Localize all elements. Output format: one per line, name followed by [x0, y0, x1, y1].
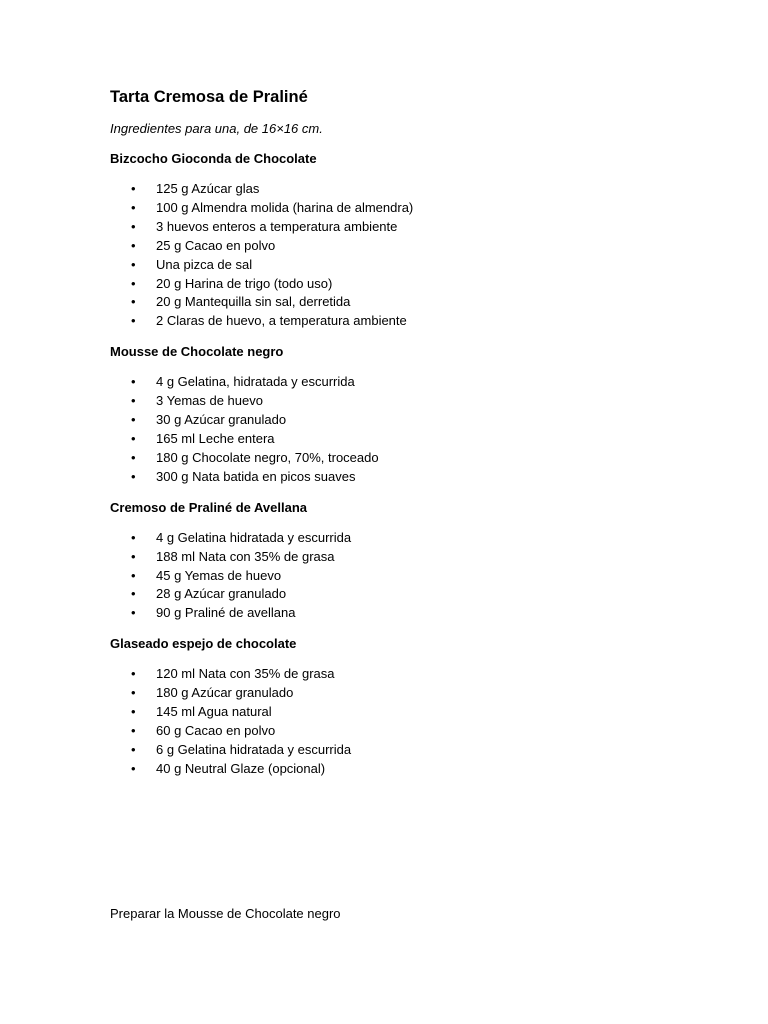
ingredient-text: 180 g Chocolate negro, 70%, troceado: [156, 449, 379, 465]
bullet-icon: •: [131, 722, 136, 738]
ingredient-item: [110, 392, 710, 411]
bullet-icon: •: [131, 449, 136, 465]
bullet-icon: •: [131, 199, 136, 215]
ingredient-text: 120 ml Nata con 35% de grasa: [156, 666, 335, 682]
ingredient-item: [110, 256, 710, 275]
ingredient-text: 300 g Nata batida en picos suaves: [156, 468, 356, 484]
bullet-icon: •: [131, 605, 136, 621]
bullet-icon: •: [131, 529, 136, 545]
ingredient-text: 90 g Praliné de avellana: [156, 605, 296, 621]
bullet-icon: •: [131, 374, 136, 390]
ingredient-item: [110, 722, 710, 741]
ingredient-item: [110, 312, 710, 331]
ingredient-text: 45 g Yemas de huevo: [156, 567, 282, 583]
ingredient-list: [110, 180, 710, 331]
ingredient-text: 2 Claras de huevo, a temperatura ambiente: [156, 313, 407, 329]
bullet-icon: •: [131, 313, 136, 329]
ingredient-text: Una pizca de sal: [156, 256, 253, 272]
section-heading: Mousse de Chocolate negro: [110, 344, 284, 360]
ingredient-text: 60 g Cacao en polvo: [156, 722, 276, 738]
ingredient-item: [110, 567, 710, 586]
ingredient-text: 28 g Azúcar granulado: [156, 586, 287, 602]
bullet-icon: •: [131, 586, 136, 602]
ingredient-item: [110, 741, 710, 760]
ingredient-item: [110, 275, 710, 294]
ingredient-text: 180 g Azúcar granulado: [156, 685, 294, 701]
section-heading: Cremoso de Praliné de Avellana: [110, 499, 307, 515]
ingredient-item: [110, 180, 710, 199]
bullet-icon: •: [131, 412, 136, 428]
ingredient-text: 3 Yemas de huevo: [156, 393, 263, 409]
ingredient-item: [110, 411, 710, 430]
ingredient-text: 188 ml Nata con 35% de grasa: [156, 548, 335, 564]
ingredient-text: 25 g Cacao en polvo: [156, 237, 276, 253]
ingredient-item: [110, 430, 710, 449]
footer-text: Preparar la Mousse de Chocolate negro: [110, 906, 341, 921]
ingredient-item: [110, 684, 710, 703]
ingredient-item: [110, 585, 710, 604]
bullet-icon: •: [131, 181, 136, 196]
ingredient-text: 4 g Gelatina, hidratada y escurrida: [156, 374, 355, 390]
ingredient-text: 4 g Gelatina hidratada y escurrida: [156, 529, 352, 545]
ingredient-text: 145 ml Agua natural: [156, 704, 272, 720]
ingredient-item: [110, 703, 710, 722]
ingredient-text: 6 g Gelatina hidratada y escurrida: [156, 741, 352, 757]
bullet-icon: •: [131, 256, 136, 272]
bullet-icon: •: [131, 685, 136, 701]
ingredient-item: [110, 529, 710, 548]
ingredient-item: [110, 237, 710, 256]
ingredient-list: [110, 665, 710, 778]
ingredient-text: 165 ml Leche entera: [156, 430, 275, 446]
bullet-icon: •: [131, 430, 136, 446]
bullet-icon: •: [131, 393, 136, 409]
bullet-icon: •: [131, 218, 136, 234]
ingredient-item: [110, 449, 710, 468]
ingredient-item: [110, 604, 710, 623]
ingredient-text: 30 g Azúcar granulado: [156, 412, 287, 428]
ingredient-list: [110, 529, 710, 624]
bullet-icon: •: [131, 548, 136, 564]
document-content: [110, 86, 710, 779]
ingredient-text: 100 g Almendra molida (harina de almendra): [156, 199, 414, 215]
sections-container: [110, 150, 710, 779]
bullet-icon: •: [131, 468, 136, 484]
ingredient-text: 125 g Azúcar glas: [156, 181, 260, 196]
ingredient-text: 20 g Harina de trigo (todo uso): [156, 275, 333, 291]
ingredient-item: [110, 293, 710, 312]
ingredient-item: [110, 468, 710, 487]
bullet-icon: •: [131, 741, 136, 757]
ingredient-item: [110, 199, 710, 218]
bullet-icon: •: [131, 294, 136, 310]
bullet-icon: •: [131, 704, 136, 720]
intro-text: Ingredientes para una, de 16×16 cm.: [110, 121, 323, 136]
section-heading: Glaseado espejo de chocolate: [110, 636, 297, 652]
ingredient-list: [110, 373, 710, 486]
ingredient-item: [110, 548, 710, 567]
bullet-icon: •: [131, 237, 136, 253]
ingredient-item: [110, 665, 710, 684]
bullet-icon: •: [131, 567, 136, 583]
ingredient-item: [110, 218, 710, 237]
ingredient-text: 20 g Mantequilla sin sal, derretida: [156, 294, 351, 310]
bullet-icon: •: [131, 275, 136, 291]
bullet-icon: •: [131, 666, 136, 682]
ingredient-text: 3 huevos enteros a temperatura ambiente: [156, 218, 398, 234]
ingredient-text: 40 g Neutral Glaze (opcional): [156, 760, 326, 776]
ingredient-item: [110, 373, 710, 392]
document-title: Tarta Cremosa de Praliné: [110, 88, 308, 106]
ingredient-item: [110, 760, 710, 779]
bullet-icon: •: [131, 760, 136, 776]
section-heading: Bizcocho Gioconda de Chocolate: [110, 151, 317, 166]
